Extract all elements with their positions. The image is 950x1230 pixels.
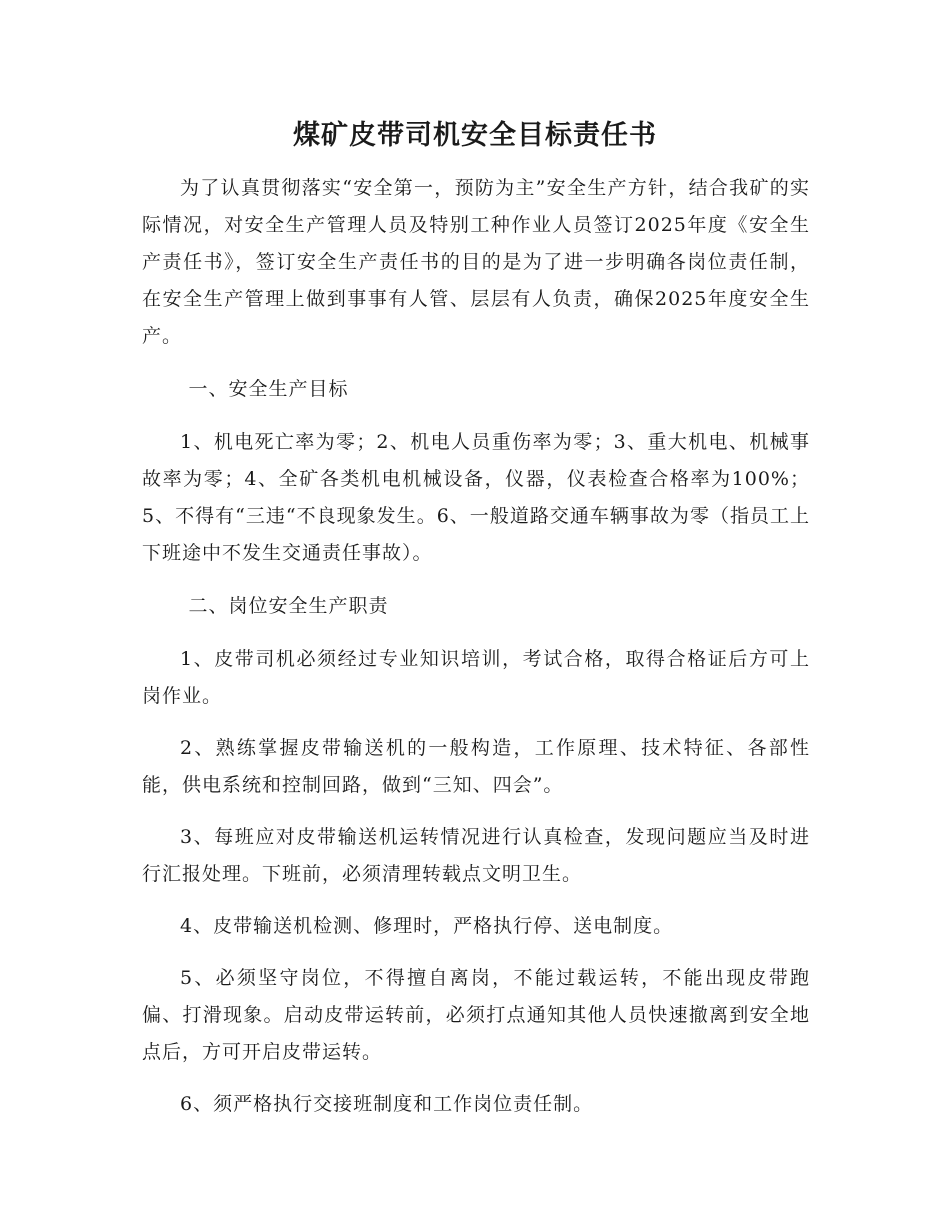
section-heading-safety-goals: 一、安全生产目标: [188, 378, 349, 400]
duty-item-3: 3、每班应对皮带输送机运转情况进行认真检查，发现问题应当及时进行汇报处理。下班前，必须清理转载点文明卫生。: [142, 826, 810, 885]
duty-item-5: 5、必须坚守岗位，不得擅自离岗，不能过载运转，不能出现皮带跑偏、打滑现象。启动皮带运转前，必须打点通知其他人员快速撤离到安全地点后，方可开启皮带运转。: [142, 967, 810, 1063]
document-body: [142, 170, 810, 1123]
duty-item-6: 6、须严格执行交接班制度和工作岗位责任制。: [180, 1093, 594, 1115]
duty-item-1: 1、皮带司机必须经过专业知识培训，考试合格，取得合格证后方可上岗作业。: [142, 648, 810, 707]
intro-paragraph: 为了认真贯彻落实“安全第一，预防为主”安全生产方针，结合我矿的实际情况，对安全生产管理人员及特别工种作业人员签订2025年度《安全生产责任书》，签订安全生产责任书的目的是为了进一步明确各岗位责任制，在安全生产管理上做到事事有人管、层层有人负责，确保2025年度安全生产。: [142, 177, 810, 347]
duty-item-4: 4、皮带输送机检测、修理时，严格执行停、送电制度。: [180, 915, 674, 937]
section-heading-duties: 二、岗位安全生产职责: [188, 595, 389, 617]
safety-goals-paragraph: 1、机电死亡率为零；2、机电人员重伤率为零；3、重大机电、机械事故率为零；4、全矿各类机电机械设备，仪器，仪表检查合格率为100%；5、不得有“三违“不良现象发生。6、一般道路交通车辆事故为零（指员工上下班途中不发生交通责任事故）。: [142, 431, 810, 564]
duty-item-2: 2、熟练掌握皮带输送机的一般构造，工作原理、技术特征、各部性能，供电系统和控制回路，做到“三知、四会”。: [142, 737, 810, 796]
document-title: 煤矿皮带司机安全目标责任书: [293, 120, 657, 151]
